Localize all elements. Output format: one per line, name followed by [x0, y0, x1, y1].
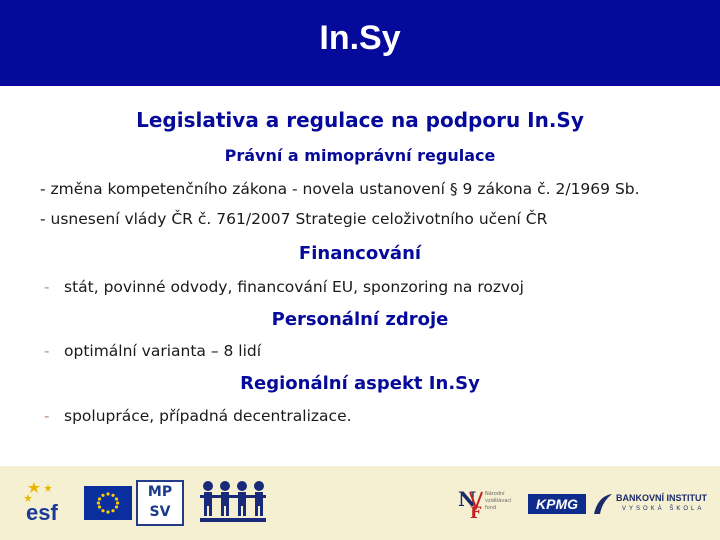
- svg-text:fond: fond: [485, 505, 497, 511]
- section-heading-regionalni-aspekt: Regionální aspekt In.Sy: [240, 373, 480, 394]
- esf-logo: [24, 480, 76, 524]
- kpmg-logo: KPMG: [528, 494, 586, 514]
- bullet-dash: -: [44, 342, 50, 360]
- bankovni-institut-subtitle: VYSOKÁ ŠKOLA: [622, 506, 705, 512]
- section-bullet-financovani: stát, povinné odvody, financování EU, sponzoring na rozvoj: [64, 278, 524, 296]
- eu-flag-logo: [84, 486, 132, 520]
- legal-line-1: - změna kompetenčního zákona - novela ustanovení § 9 zákona č. 2/1969 Sb.: [40, 180, 640, 198]
- bankovni-institut-logo: [592, 490, 708, 520]
- mpsv-logo: [136, 480, 184, 526]
- section-bullet-personalni-zdroje: optimální varianta – 8 lidí: [64, 342, 262, 360]
- legal-line-2: - usnesení vlády ČR č. 761/2007 Strategie celoživotního učení ČR: [40, 210, 548, 228]
- svg-text:F: F: [470, 503, 482, 520]
- svg-text:esf: esf: [26, 500, 58, 524]
- bullet-dash: -: [44, 278, 50, 296]
- mpsv-logo-text-bottom: SV: [149, 504, 171, 520]
- bankovni-institut-name: BANKOVNÍ INSTITUT: [616, 493, 707, 503]
- slide-title: Legislativa a regulace na podporu In.Sy: [136, 108, 584, 132]
- section-heading-financovani: Financování: [298, 243, 422, 264]
- slide-subtitle: Právní a mimoprávní regulace: [224, 146, 496, 165]
- logo-footer: [0, 466, 720, 540]
- bullet-dash: -: [44, 407, 50, 425]
- slide-header: [0, 0, 720, 86]
- section-bullet-regionalni-aspekt: spolupráce, případná decentralizace.: [64, 407, 352, 425]
- nvf-logo: [458, 486, 514, 520]
- header-title: In.Sy: [319, 18, 401, 57]
- mpsv-logo-text-top: MP: [147, 484, 173, 500]
- section-heading-personalni-zdroje: Personální zdroje: [271, 309, 449, 330]
- svg-text:Národní: Národní: [485, 491, 505, 497]
- svg-text:vzdělávací: vzdělávací: [485, 498, 512, 504]
- community-logo: [200, 478, 266, 524]
- svg-text:N: N: [458, 487, 477, 511]
